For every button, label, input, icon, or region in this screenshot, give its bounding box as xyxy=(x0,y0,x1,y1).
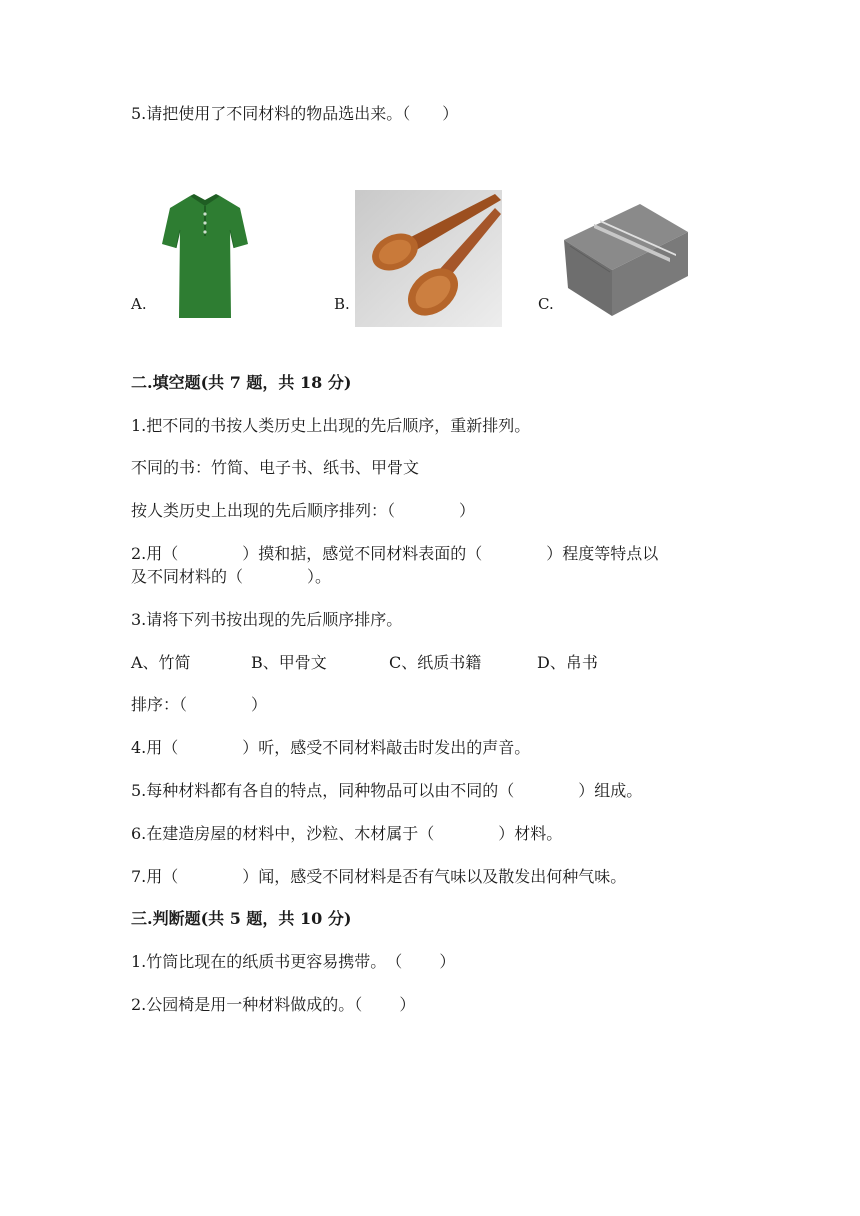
fill-question-3-options xyxy=(131,652,731,674)
fill-question-3: 3.请将下列书按出现的先后顺序排序。 xyxy=(131,610,403,629)
question-5-text: 5.请把使用了不同材料的物品选出来。（ ） xyxy=(131,104,459,123)
option-c: C、纸质书籍 xyxy=(389,653,482,672)
folded-gray-towel-image xyxy=(560,200,692,322)
fill-question-5: 5.每种材料都有各自的特点，同种物品可以由不同的（ ）组成。 xyxy=(131,781,643,800)
fill-question-3-answer: 排序：（ ） xyxy=(131,695,268,714)
option-a: A、竹简 xyxy=(131,653,191,672)
option-c-label: C. xyxy=(538,295,554,313)
green-polo-shirt-image xyxy=(160,190,250,322)
fill-question-4: 4.用（ ）听，感受不同材料敲击时发出的声音。 xyxy=(131,738,531,757)
option-b: B、甲骨文 xyxy=(251,653,327,672)
option-d: D、帛书 xyxy=(537,653,598,672)
fill-question-1-answer: 按人类历史上出现的先后顺序排列：（ ） xyxy=(131,501,476,520)
option-a-label: A. xyxy=(131,295,147,313)
fill-question-6: 6.在建造房屋的材料中，沙粒、木材属于（ ）材料。 xyxy=(131,824,563,843)
fill-question-2-line1: 2.用（ ）摸和掂，感觉不同材料表面的（ ）程度等特点以 xyxy=(131,544,659,563)
fill-question-2-line2: 及不同材料的（ ）。 xyxy=(131,567,332,586)
option-b-label: B. xyxy=(334,295,350,313)
wooden-spoons-image xyxy=(355,190,502,327)
fill-section-heading: 二.填空题(共 7 题，共 18 分) xyxy=(131,373,352,392)
judge-question-2: 2.公园椅是用一种材料做成的。（ ） xyxy=(131,995,416,1014)
judge-question-1: 1.竹筒比现在的纸质书更容易携带。 （ ） xyxy=(131,952,456,971)
judge-section-heading: 三.判断题(共 5 题，共 10 分) xyxy=(131,909,352,928)
fill-question-1-books: 不同的书：竹简、电子书、纸书、甲骨文 xyxy=(131,458,420,477)
fill-question-1: 1.把不同的书按人类历史上出现的先后顺序，重新排列。 xyxy=(131,416,531,435)
fill-question-7: 7.用（ ）闻，感受不同材料是否有气味以及散发出何种气味。 xyxy=(131,867,627,886)
